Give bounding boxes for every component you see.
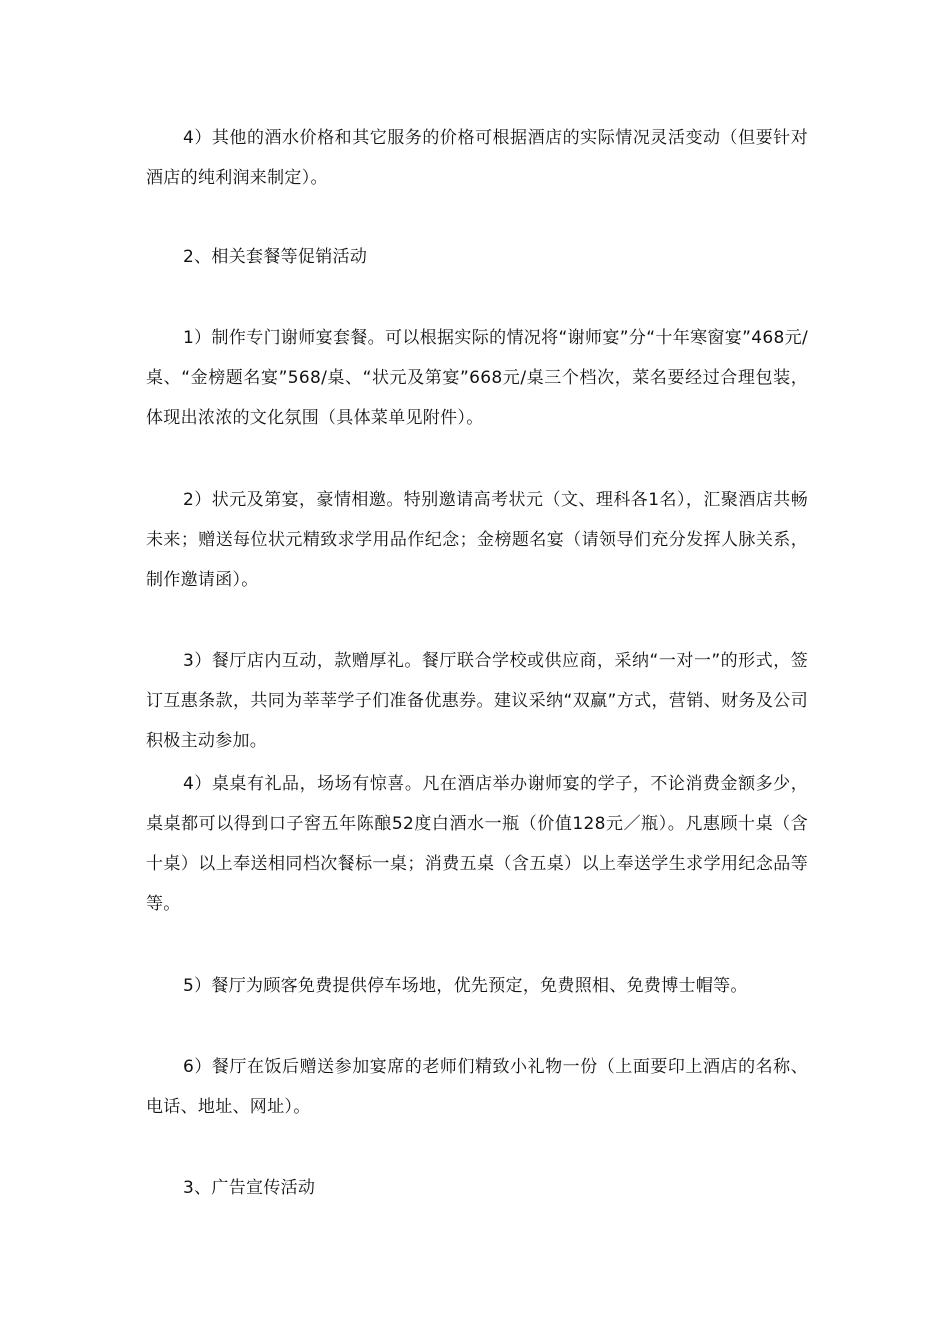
heading-advertising: 3、广告宣传活动 [183, 1178, 316, 1198]
paragraph-top-scorer-banquet: 2）状元及第宴，豪情相邀。特别邀请高考状元（文、理科各1名），汇聚酒店共畅未来；赠送每位状元精致求学用品作纪念；金榜题名宴（请领导们充分发挥人脉关系，制作邀请函）。 [146, 490, 808, 590]
heading-package-promotions: 2、相关套餐等促销活动 [183, 247, 368, 267]
paragraph-table-gifts: 4）桌桌有礼品，场场有惊喜。凡在酒店举办谢师宴的学子，不论消费金额多少，桌桌都可以得到口子窖五年陈酿52度白酒水一瓶（价值128元／瓶）。凡惠顾十桌（含十桌）以上奉送相同档次餐标一桌；消费五桌（含五桌）以上奉送学生求学用纪念品等等。 [146, 774, 808, 914]
paragraph-drinks-pricing: 4）其他的酒水价格和其它服务的价格可根据酒店的实际情况灵活变动（但要针对酒店的纯利润来制定）。 [146, 128, 808, 188]
paragraph-teacher-gifts: 6）餐厅在饭后赠送参加宴席的老师们精致小礼物一份（上面要印上酒店的名称、电话、地址、网址）。 [146, 1057, 808, 1117]
paragraph-thank-teacher-packages: 1）制作专门谢师宴套餐。可以根据实际的情况将“谢师宴”分“十年寒窗宴”468元/桌、“金榜题名宴”568/桌、“状元及第宴”668元/桌三个档次，菜名要经过合理包装，体现出浓浓的文化氛围（具体菜单见附件）。 [146, 328, 808, 428]
paragraph-free-services: 5）餐厅为顾客免费提供停车场地，优先预定，免费照相、免费博士帽等。 [183, 976, 748, 996]
paragraph-in-store-interaction: 3）餐厅店内互动，款赠厚礼。餐厅联合学校或供应商，采纳“一对一”的形式，签订互惠条款，共同为莘莘学子们准备优惠券。建议采纳“双赢”方式，营销、财务及公司积极主动参加。 [146, 651, 808, 751]
